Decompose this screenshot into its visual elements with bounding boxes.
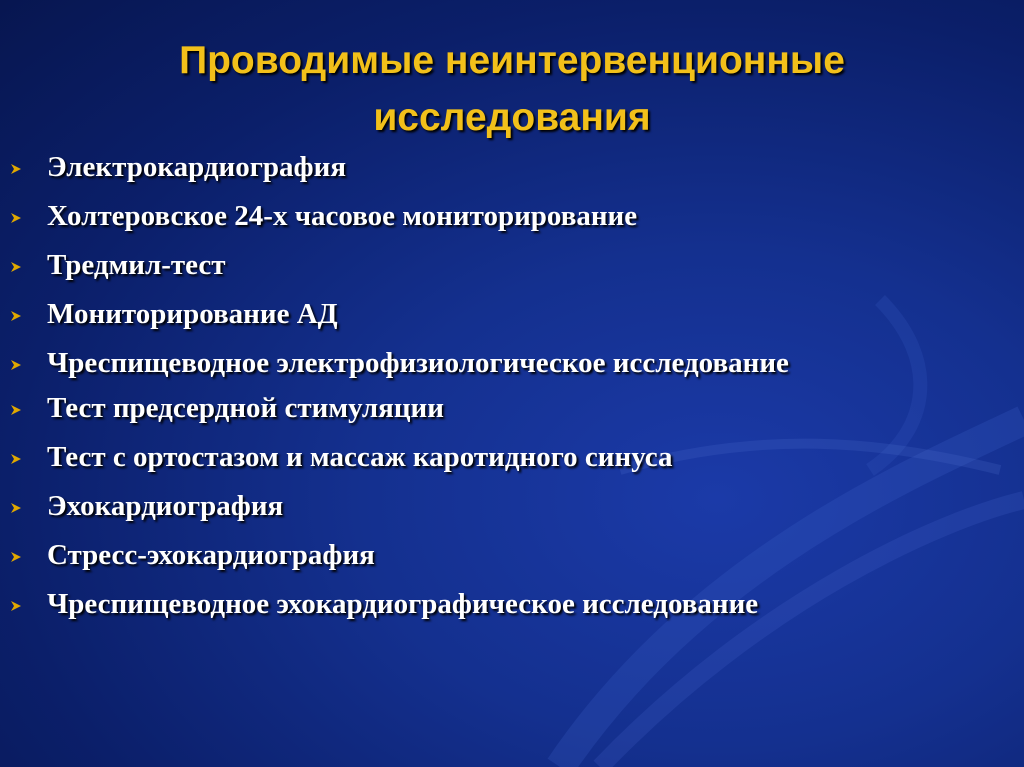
list-item-text: Электрокардиография [47,151,347,183]
list-item [10,586,1010,623]
list-item [10,198,1010,235]
list-item [10,296,1010,333]
list-item-text: Тредмил-тест [47,249,226,281]
research-list [10,149,1010,635]
arrowhead-bullet-icon [10,453,22,465]
list-item-text: Мониторирование АД [47,298,338,330]
list-item-text: Эхокардиография [47,490,284,522]
arrowhead-bullet-icon [10,359,22,371]
list-item [10,390,1010,427]
list-item-text: Тест предсердной стимуляции [47,392,444,424]
arrowhead-bullet-icon [10,502,22,514]
slide-title-line-2: исследования [373,96,651,140]
list-item-text: Чреспищеводное электрофизиологическое исследование [47,347,789,379]
arrowhead-bullet-icon [10,404,22,416]
list-item-text: Стресс-эхокардиография [47,539,375,571]
list-item [10,247,1010,284]
list-item [10,537,1010,574]
arrowhead-bullet-icon [10,261,22,273]
arrowhead-bullet-icon [10,310,22,322]
list-item [10,488,1010,525]
arrowhead-bullet-icon [10,163,22,175]
list-item [10,439,1010,476]
arrowhead-bullet-icon [10,551,22,563]
arrowhead-bullet-icon [10,600,22,612]
slide-title [0,32,1024,146]
arrowhead-bullet-icon [10,212,22,224]
list-item-text: Холтеровское 24-х часовое мониторирование [47,200,638,232]
list-item [10,345,1010,382]
list-item [10,149,1010,186]
list-item-text: Тест с ортостазом и массаж каротидного синуса [47,441,673,473]
slide-title-line-1: Проводимые неинтервенционные [179,39,845,83]
list-item-text: Чреспищеводное эхокардиографическое исследование [47,588,759,620]
